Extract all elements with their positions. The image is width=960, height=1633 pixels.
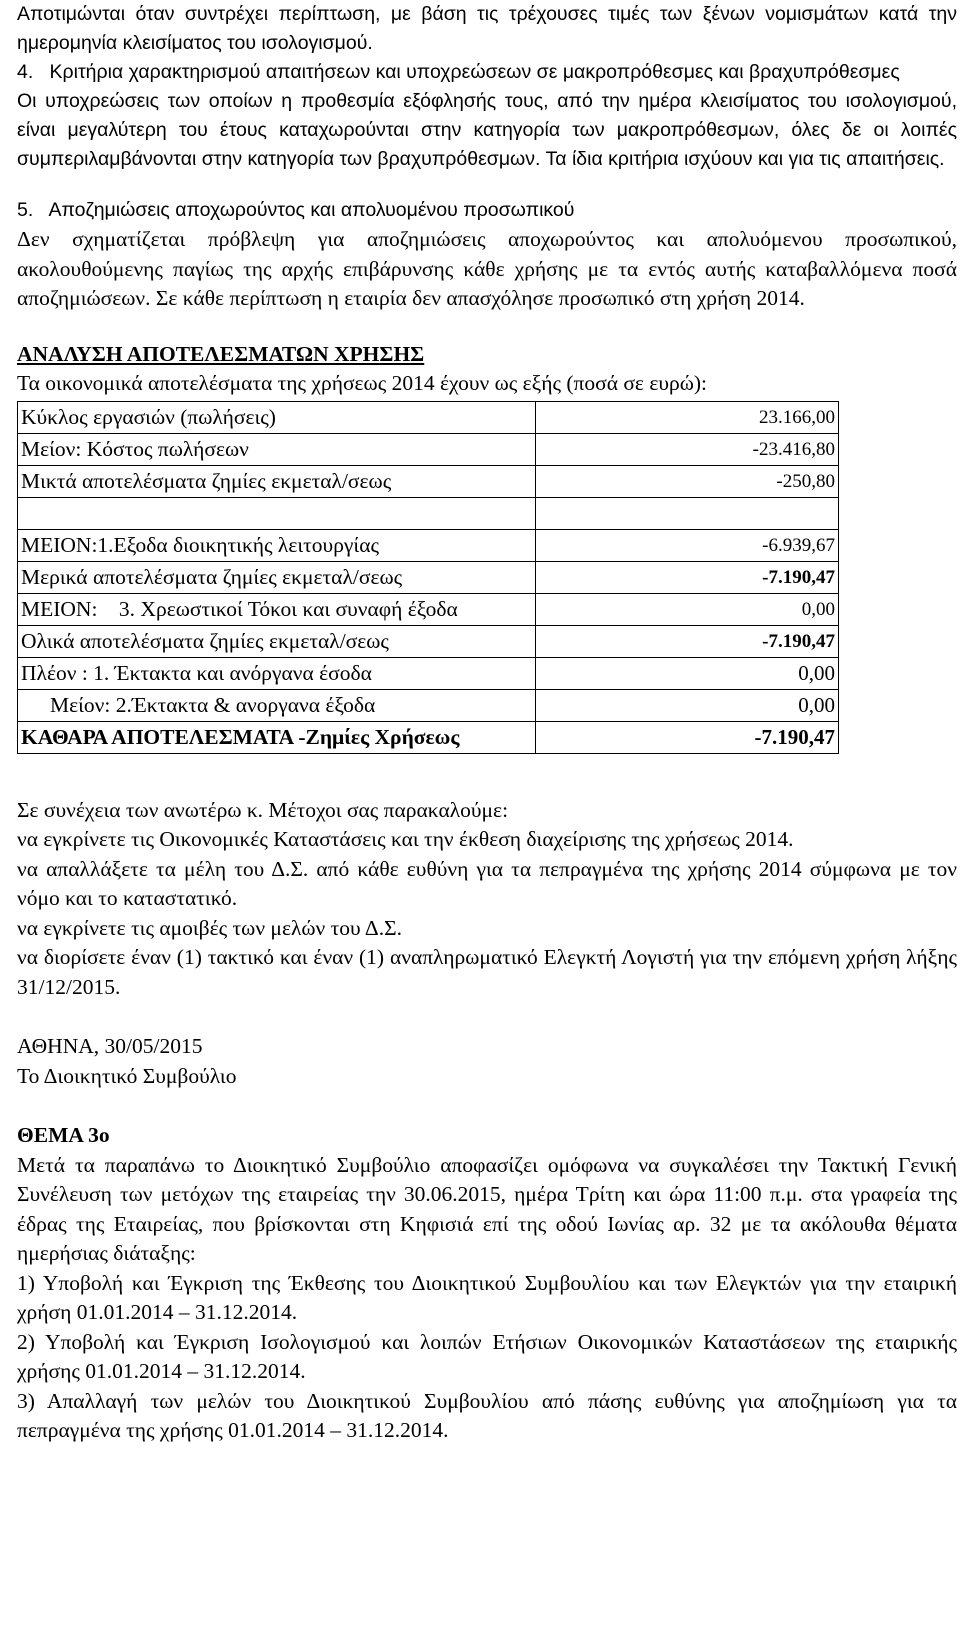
row-value: 0,00 <box>536 593 839 625</box>
row-label: ΜΕΙΟΝ:1.Εξοδα διοικητικής λειτουργίας <box>18 529 536 561</box>
topic-3-body: Μετά τα παραπάνω το Διοικητικό Συμβούλιο αποφασίζει ομόφωνα να συγκαλέσει την Τακτική Γενική Συνέλευση των μετόχων της εταιρείας την 30.06.2015, ημέρα Τρίτη και ώρα 11:00 π.μ. στα γραφεία της έδρας της Εταιρείας, που βρίσκονται στη Κηφισιά επί της οδού Ιωνίας αρ. 32 με τα ακόλουθα θέματα ημερήσιας διάταξης: <box>17 1152 957 1265</box>
row-value: -6.939,67 <box>536 529 839 561</box>
table-row <box>18 657 839 689</box>
proposal-item: να διορίσετε έναν (1) τακτικό και έναν (1) αναπληρωματικό Ελεγκτή Λογιστή για την επόμενη χρήση λήξης 31/12/2015. <box>17 945 957 999</box>
proposals-intro: Σε συνέχεια των ανωτέρω κ. Μέτοχοι σας παρακαλούμε: <box>17 797 509 822</box>
table-row <box>18 529 839 561</box>
row-label: Κύκλος εργασιών (πωλήσεις) <box>18 401 536 433</box>
agenda-item: 1) Υποβολή και Έγκριση της Έκθεσης του Διοικητικού Συμβουλίου και των Ελεγκτών για την εταιρική χρήση 01.01.2014 – 31.12.2014. <box>17 1270 957 1324</box>
table-row <box>18 401 839 433</box>
proposal-item: να εγκρίνετε τις Οικονομικές Καταστάσεις και την έκθεση διαχείρισης της χρήσεως 2014. <box>17 827 794 851</box>
row-value: -7.190,47 <box>536 721 839 753</box>
row-label: Μερικά αποτελέσματα ζημίες εκμεταλ/σεως <box>18 561 536 593</box>
row-value: 0,00 <box>536 657 839 689</box>
section-5-body: Δεν σχηματίζεται πρόβλεψη για αποζημιώσεις αποχωρούντος και απολυόμενου προσωπικού, ακολουθούμενης παγίως της αρχής επιβάρυνσης κάθε χρήσης με τα εντός αυτής καταβαλλόμενα ποσά αποζημιώσεων. Σε κάθε περίπτωση η εταιρία δεν απασχόλησε προσωπικό στη χρήση 2014. <box>17 227 957 310</box>
table-row-total <box>18 721 839 753</box>
proposal-item: να απαλλάξετε τα μέλη του Δ.Σ. από κάθε ευθύνη για τα πεπραγμένα της χρήσης 2014 σύμφωνα με τον νόμο και το καταστατικό. <box>17 856 957 910</box>
row-label: Μείον: 2.Έκτακτα & ανοργανα έξοδα <box>18 689 536 721</box>
results-table <box>17 401 839 754</box>
row-value: -250,80 <box>536 465 839 497</box>
agenda-item: 3) Απαλλαγή των μελών του Διοικητικού Συμβουλίου από πάσης ευθύνης για αποζημίωση για τα πεπραγμένα της χρήσης 01.01.2014 – 31.12.2014. <box>17 1388 957 1442</box>
row-label <box>18 497 536 529</box>
analysis-heading: ΑΝΑΛΥΣΗ ΑΠΟΤΕΛΕΣΜΑΤΩΝ ΧΡΗΣΗΣ <box>17 341 425 366</box>
row-label: Ολικά αποτελέσματα ζημίες εκμεταλ/σεως <box>18 625 536 657</box>
table-row-empty <box>18 497 839 529</box>
proposal-item: να εγκρίνετε τις αμοιβές των μελών του Δ.Σ. <box>17 915 402 940</box>
table-row <box>18 593 839 625</box>
row-label: Μικτά αποτελέσματα ζημίες εκμεταλ/σεως <box>18 465 536 497</box>
table-row <box>18 465 839 497</box>
row-value: -23.416,80 <box>536 433 839 465</box>
section-5-title: 5. Αποζημιώσεις αποχωρούντος και απολυομένου προσωπικού <box>17 199 575 221</box>
signature-body: Το Διοικητικό Συμβούλιο <box>17 1063 237 1088</box>
intro-paragraph: Αποτιμώνται όταν συντρέχει περίπτωση, με βάση τις τρέχουσες τιμές των ξένων νομισμάτων κατά την ημερομηνία κλεισίματος του ισολογισμού. <box>17 3 957 54</box>
row-label: Πλέον : 1. Έκτακτα και ανόργανα έσοδα <box>18 657 536 689</box>
table-row <box>18 561 839 593</box>
row-value: -7.190,47 <box>536 625 839 657</box>
row-value: -7.190,47 <box>536 561 839 593</box>
analysis-subheading: Τα οικονομικά αποτελέσματα της χρήσεως 2014 έχουν ως εξής (ποσά σε ευρώ): <box>17 371 708 395</box>
table-row <box>18 433 839 465</box>
section-4-body: Οι υποχρεώσεις των οποίων η προθεσμία εξόφλησής τους, από την ημέρα κλεισίματος του ισολογισμού, είναι μεγαλύτερη του έτους καταχωρούνται στην κατηγορία των μακροπρόθεσμων, όλες δε οι λοιπές συμπεριλαμβάνονται στην κατηγορία των βραχυπρόθεσμων. Τα ίδια κριτήρια ισχύουν και για τις απαιτήσεις. <box>17 90 957 170</box>
agenda-item: 2) Υποβολή και Έγκριση Ισολογισμού και λοιπών Ετήσιων Οικονομικών Καταστάσεων της εταιρικής χρήσης 01.01.2014 – 31.12.2014. <box>17 1329 957 1383</box>
table-row <box>18 625 839 657</box>
row-value: 0,00 <box>536 689 839 721</box>
row-label: ΚΑΘΑΡΑ ΑΠΟΤΕΛΕΣΜΑΤΑ -Ζημίες Χρήσεως <box>18 721 536 753</box>
table-row <box>18 689 839 721</box>
topic-3-heading: ΘΕΜΑ 3ο <box>17 1123 110 1147</box>
document-page <box>17 0 957 1446</box>
row-value <box>536 497 839 529</box>
signature-place-date: ΑΘΗΝΑ, 30/05/2015 <box>17 1034 203 1058</box>
row-label: ΜΕΙΟΝ: 3. Χρεωστικοί Τόκοι και συναφή έξοδα <box>18 593 536 625</box>
row-value: 23.166,00 <box>536 401 839 433</box>
row-label: Μείον: Κόστος πωλήσεων <box>18 433 536 465</box>
section-4-title: 4. Κριτήρια χαρακτηρισμού απαιτήσεων και υποχρεώσεων σε μακροπρόθεσμες και βραχυπρόθεσμες <box>17 61 900 83</box>
